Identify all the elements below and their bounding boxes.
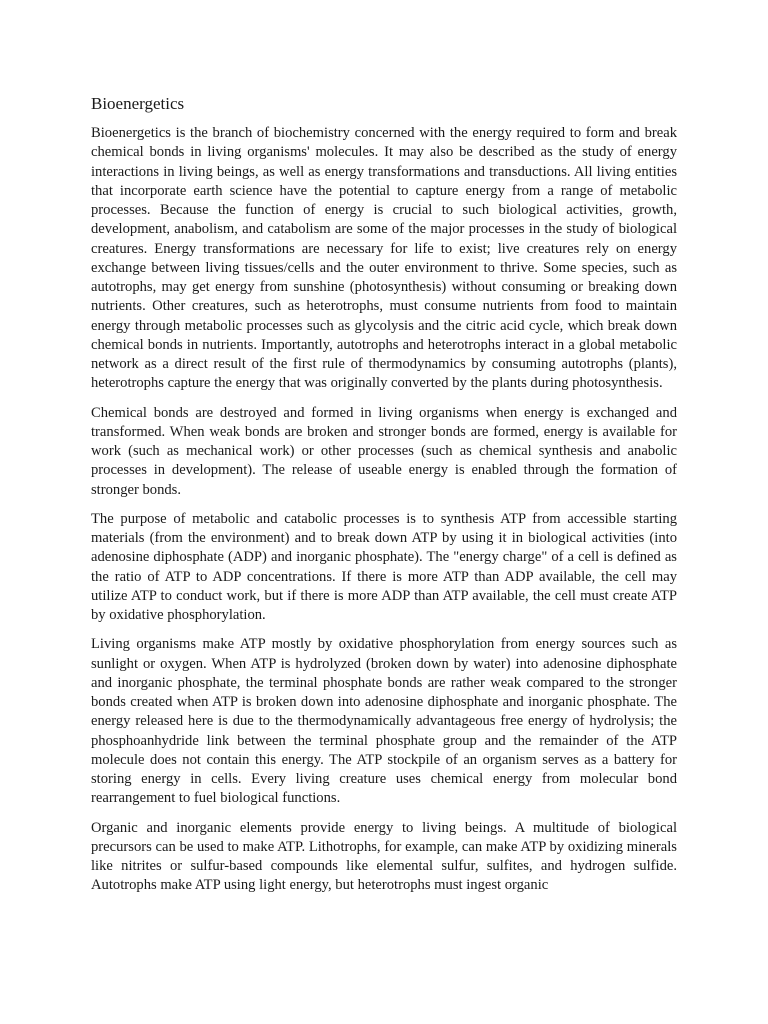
paragraph-2: Chemical bonds are destroyed and formed in living organisms when energy is exchanged and transformed. When weak bonds are broken and stronger bonds are formed, energy is available for work (such as mechanical work) or other processes (such as chemical synthesis and anabolic processes in development). The release of useable energy is enabled through the formation of stronger bonds. <box>91 404 677 498</box>
document-body <box>91 93 677 906</box>
paragraph-1: Bioenergetics is the branch of biochemistry concerned with the energy required to form and break chemical bonds in living organisms' molecules. It may also be described as the study of energy interactions in living beings, as well as energy transformations and transductions. All living entities that incorporate earth science have the potential to capture energy from a range of metabolic processes. Because the function of energy is crucial to such biological activities, growth, development, anabolism, and catabolism are some of the major processes in the study of biological creatures. Energy transformations are necessary for life to exist; live creatures rely on energy exchange between living tissues/cells and the outer environment to thrive. Some species, such as autotrophs, may get energy from sunshine (photosynthesis) without consuming or breaking down nutrients. Other creatures, such as heterotrophs, must consume nutrients from food to maintain energy through metabolic processes such as glycolysis and the citric acid cycle, which break down chemical bonds in nutrients. Importantly, autotrophs and heterotrophs interact in a global metabolic network as a direct result of the first rule of thermodynamics by consuming autotrophs (plants), heterotrophs capture the energy that was originally converted by the plants during photosynthesis. <box>91 125 677 392</box>
paragraph-3: The purpose of metabolic and catabolic processes is to synthesis ATP from accessible starting materials (from the environment) and to break down ATP by using it in biological activities (into adenosine diphosphate (ADP) and inorganic phosphate). The "energy charge" of a cell is defined as the ratio of ATP to ADP concentrations. If there is more ATP than ADP available, the cell may utilize ATP to conduct work, but if there is more ADP than ATP available, the cell must create ATP by oxidative phosphorylation. <box>91 510 677 623</box>
paragraph-4: Living organisms make ATP mostly by oxidative phosphorylation from energy sources such as sunlight or oxygen. When ATP is hydrolyzed (broken down by water) into adenosine diphosphate and inorganic phosphate, the terminal phosphate bonds are rather weak compared to the stronger bonds created when ATP is broken down into adenosine diphosphate and inorganic phosphate. The energy released here is due to the thermodynamically advantageous free energy of hydrolysis; the phosphoanhydride link between the terminal phosphate group and the remainder of the ATP molecule does not contain this energy. The ATP stockpile of an organism serves as a battery for storing energy in cells. Every living creature uses chemical energy from molecular bond rearrangement to fuel biological functions. <box>91 636 677 807</box>
document-title: Bioenergetics <box>91 94 185 113</box>
paragraph-5: Organic and inorganic elements provide energy to living beings. A multitude of biological precursors can be used to make ATP. Lithotrophs, for example, can make ATP by oxidizing minerals like nitrites or sulfur-based compounds like elemental sulfur, sulfites, and hydrogen sulfide. Autotrophs make ATP using light energy, but heterotrophs must ingest organic <box>91 819 677 894</box>
